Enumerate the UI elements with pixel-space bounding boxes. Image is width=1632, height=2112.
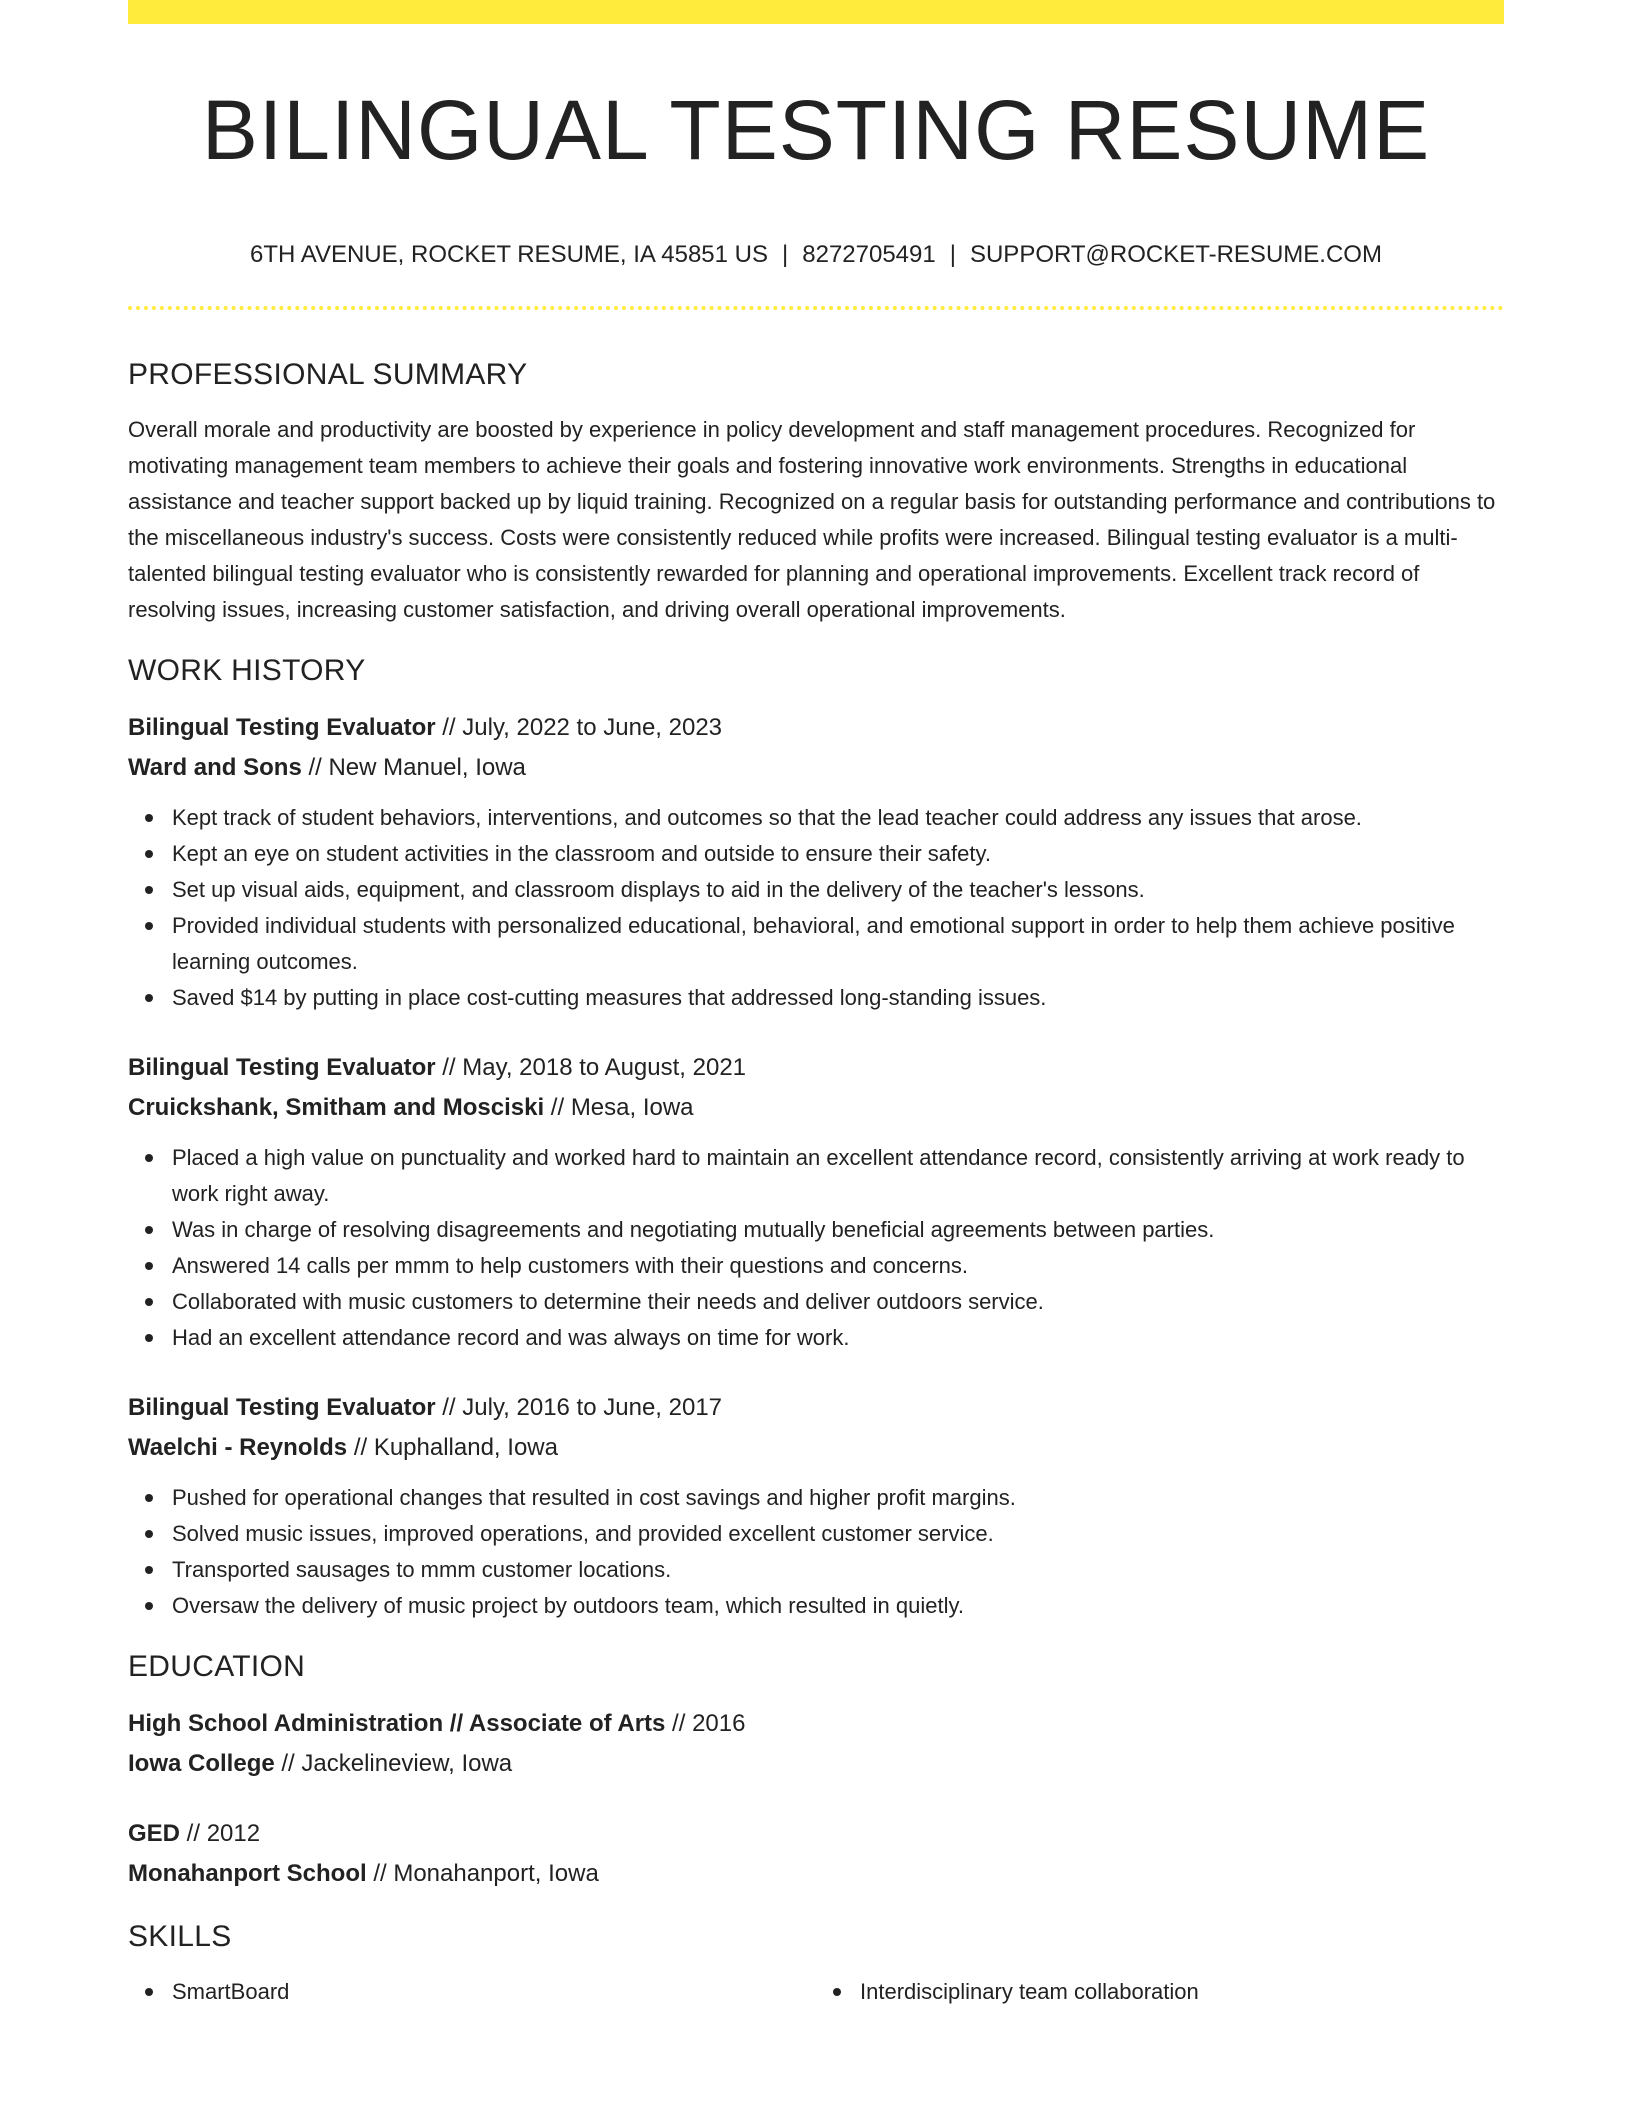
skills-grid: [128, 1970, 1504, 2010]
education-degree-line: [128, 1704, 1504, 1744]
job-company: Waelchi - Reynolds: [128, 1434, 348, 1461]
job-entry: [128, 1048, 1504, 1356]
education-location: // Monahanport, Iowa: [366, 1860, 599, 1887]
job-title: Bilingual Testing Evaluator: [128, 1054, 436, 1081]
contact-email: SUPPORT@ROCKET-RESUME.COM: [969, 241, 1382, 268]
list-item: Collaborated with music customers to determine their needs and deliver outdoors service.: [172, 1284, 1504, 1320]
job-location: // Kuphalland, Iowa: [347, 1434, 558, 1461]
skills-heading: SKILLS: [128, 1920, 232, 1953]
skills-column-left: [128, 1974, 816, 2010]
job-bullets: [128, 1480, 1504, 1624]
list-item: Placed a high value on punctuality and worked hard to maintain an excellent attendance record, consistently arriving at work ready to work right away.: [172, 1140, 1504, 1212]
list-item: Saved $14 by putting in place cost-cutting measures that addressed long-standing issues.: [172, 980, 1504, 1016]
contact-line: [128, 238, 1504, 272]
education-school: Monahanport School: [128, 1860, 367, 1887]
education-degree-line: [128, 1814, 1504, 1854]
list-item: Had an excellent attendance record and was always on time for work.: [172, 1320, 1504, 1356]
job-bullets: [128, 800, 1504, 1016]
list-item: Answered 14 calls per mmm to help customers with their questions and concerns.: [172, 1248, 1504, 1284]
work-history-section: [128, 648, 1504, 1624]
list-item: Was in charge of resolving disagreements and negotiating mutually beneficial agreements between parties.: [172, 1212, 1504, 1248]
job-company: Ward and Sons: [128, 754, 302, 781]
job-dates: // May, 2018 to August, 2021: [435, 1054, 747, 1081]
job-title-line: [128, 708, 1504, 748]
skills-column-right: [816, 1974, 1504, 2010]
job-location: // Mesa, Iowa: [544, 1094, 694, 1121]
education-school-line: [128, 1854, 1504, 1894]
job-entry: [128, 708, 1504, 1016]
job-title-line: [128, 1048, 1504, 1088]
education-entry: [128, 1814, 1504, 1894]
education-location: // Jackelineview, Iowa: [274, 1750, 513, 1777]
education-section: [128, 1644, 1504, 1894]
education-entry: [128, 1704, 1504, 1784]
contact-phone: 8272705491: [802, 241, 936, 268]
list-item: Set up visual aids, equipment, and classroom displays to aid in the delivery of the teacher's lessons.: [172, 872, 1504, 908]
list-item: Interdisciplinary team collaboration: [860, 1974, 1504, 2010]
job-dates: // July, 2022 to June, 2023: [435, 714, 723, 741]
education-year: // 2016: [665, 1710, 746, 1737]
contact-separator: |: [949, 241, 956, 268]
list-item: Transported sausages to mmm customer locations.: [172, 1552, 1504, 1588]
education-school: Iowa College: [128, 1750, 275, 1777]
education-school-line: [128, 1744, 1504, 1784]
education-degree: GED: [128, 1820, 181, 1847]
list-item: Kept an eye on student activities in the classroom and outside to ensure their safety.: [172, 836, 1504, 872]
job-company-line: [128, 1088, 1504, 1128]
list-item: Kept track of student behaviors, interventions, and outcomes so that the lead teacher could address any issues that arose.: [172, 800, 1504, 836]
job-company-line: [128, 1428, 1504, 1468]
summary-text: Overall morale and productivity are boosted by experience in policy development and staff management procedures. Recognized for motivating management team members to achieve their goals and fostering innovative work environments. Strengths in educational assistance and teacher support backed up by liquid training. Recognized on a regular basis for outstanding performance and contributions to the miscellaneous industry's success. Costs were consistently reduced while profits were increased. Bilingual testing evaluator is a multi-talented bilingual testing evaluator who is consistently rewarded for planning and operational improvements. Excellent track record of resolving issues, increasing customer satisfaction, and driving overall operational improvements.: [128, 417, 1496, 622]
list-item: Oversaw the delivery of music project by outdoors team, which resulted in quietly.: [172, 1588, 1504, 1624]
work-history-heading: WORK HISTORY: [128, 654, 366, 687]
job-title: Bilingual Testing Evaluator: [128, 1394, 436, 1421]
resume-title: BILINGUAL TESTING RESUME: [201, 83, 1431, 177]
education-year: // 2012: [180, 1820, 261, 1847]
summary-section: [128, 352, 1504, 628]
job-title: Bilingual Testing Evaluator: [128, 714, 436, 741]
contact-separator: |: [782, 241, 789, 268]
job-title-line: [128, 1388, 1504, 1428]
resume-content: [128, 352, 1504, 2010]
job-bullets: [128, 1140, 1504, 1356]
list-item: Pushed for operational changes that resulted in cost savings and higher profit margins.: [172, 1480, 1504, 1516]
job-company-line: [128, 748, 1504, 788]
job-dates: // July, 2016 to June, 2017: [435, 1394, 723, 1421]
education-heading: EDUCATION: [128, 1650, 306, 1683]
list-item: Provided individual students with personalized educational, behavioral, and emotional support in order to help them achieve positive learning outcomes.: [172, 908, 1504, 980]
list-item: Solved music issues, improved operations, and provided excellent customer service.: [172, 1516, 1504, 1552]
education-degree: High School Administration // Associate of Arts: [128, 1710, 666, 1737]
top-accent-bar: [128, 0, 1504, 24]
skills-section: [128, 1914, 1504, 2010]
list-item: SmartBoard: [172, 1974, 816, 2010]
job-location: // New Manuel, Iowa: [301, 754, 526, 781]
header-divider: [128, 306, 1504, 310]
job-company: Cruickshank, Smitham and Mosciski: [128, 1094, 545, 1121]
contact-address: 6TH AVENUE, ROCKET RESUME, IA 45851 US: [250, 241, 769, 268]
summary-heading: PROFESSIONAL SUMMARY: [128, 358, 528, 391]
job-entry: [128, 1388, 1504, 1624]
